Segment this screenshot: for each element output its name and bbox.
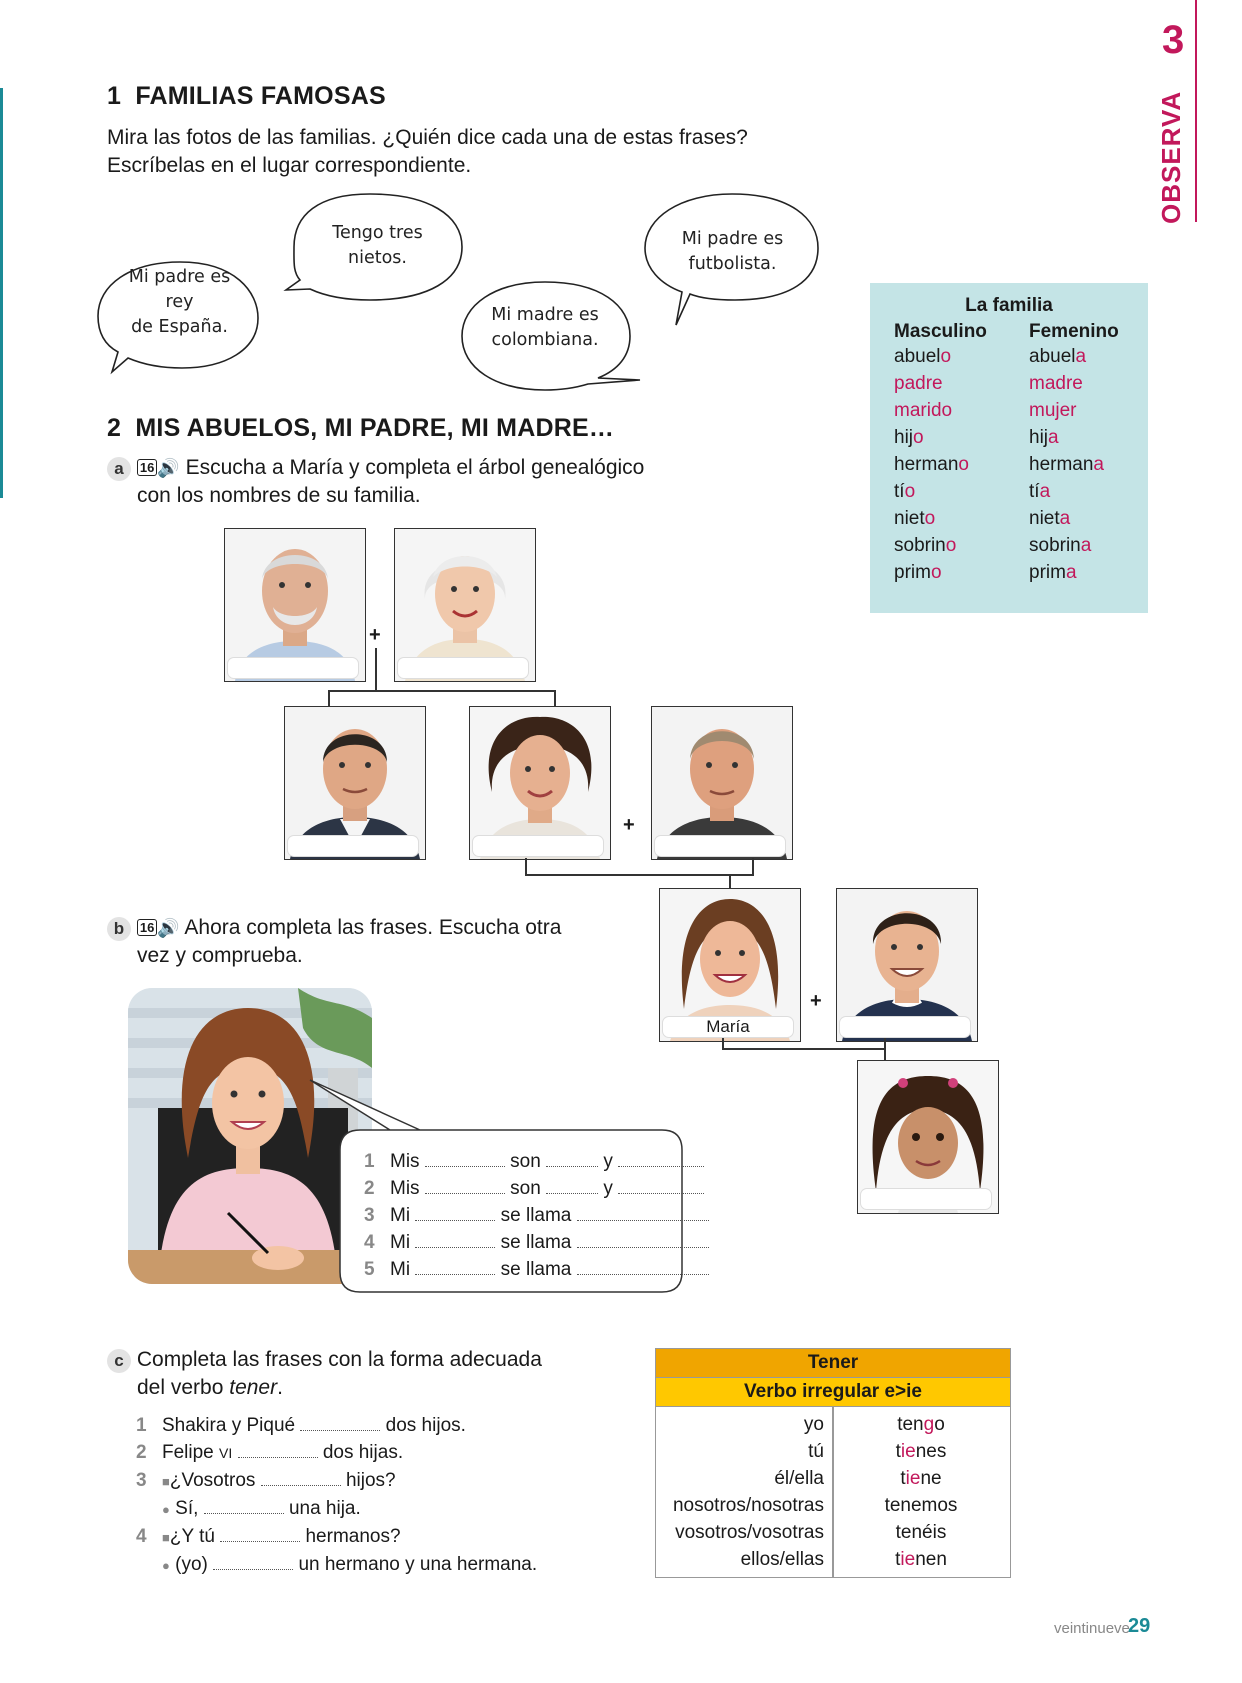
square-bullet-icon: ■ — [162, 1530, 170, 1545]
blank[interactable] — [415, 1204, 495, 1221]
pronoun: nosotros/nosotras — [672, 1495, 824, 1516]
plus-maria: + — [810, 990, 822, 1012]
audio-track-icon[interactable]: 16 — [137, 919, 157, 936]
sentence-4: 4 Mi se llama — [364, 1229, 734, 1256]
observa-label: OBSERVA — [1156, 90, 1186, 224]
tree-line — [722, 1048, 886, 1050]
familia-box — [870, 283, 1148, 613]
c-item-1: 1 Shakira y Piqué dos hijos. — [136, 1415, 466, 1436]
section2-heading: 2 MIS ABUELOS, MI PADRE, MI MADRE… — [107, 414, 615, 442]
c-item-4b: ● (yo) un hermano y una hermana. — [162, 1554, 538, 1575]
name-field-maria[interactable]: María — [663, 1017, 793, 1037]
tree-line — [328, 690, 556, 692]
exercise-b-badge: b — [107, 917, 131, 941]
masculine-word: sobrino — [894, 535, 957, 556]
familia-row — [894, 370, 1148, 397]
name-field-grandfather[interactable] — [228, 658, 358, 678]
verb-form: tenemos — [884, 1495, 958, 1516]
exercise-c-badge: c — [107, 1349, 131, 1373]
familia-row — [894, 478, 1148, 505]
tree-line — [884, 1038, 886, 1062]
sentence-3: 3 Mi se llama — [364, 1202, 734, 1229]
feminine-word: prima — [1029, 562, 1077, 583]
name-field-daughter[interactable] — [861, 1189, 991, 1209]
square-bullet-icon: ■ — [162, 1474, 170, 1489]
footer-word: veintinueve — [1054, 1620, 1130, 1637]
feminine-word: hermana — [1029, 454, 1104, 475]
familia-row — [894, 559, 1148, 586]
verb-form: tienes — [895, 1441, 947, 1462]
section-c-instruction: c Completa las frases con la forma adecuada del verbo tener. — [107, 1346, 627, 1402]
blank[interactable] — [546, 1177, 598, 1194]
name-field-father[interactable] — [655, 836, 785, 856]
blank[interactable] — [577, 1258, 709, 1275]
pronoun: vosotros/vosotras — [675, 1522, 824, 1543]
section2-a-instruction: a 16 🔊 Escucha a María y completa el árbol genealógico con los nombres de su familia. — [107, 454, 687, 510]
verb-form: tenéis — [895, 1522, 947, 1543]
familia-row — [894, 451, 1148, 478]
masculine-word: tío — [894, 481, 916, 502]
tener-title: Tener — [656, 1349, 1010, 1378]
feminine-word: tía — [1029, 481, 1051, 502]
c-item-4: 4 ■¿Y tú hermanos? — [136, 1526, 401, 1547]
tree-line — [375, 648, 377, 690]
tree-line — [525, 874, 754, 876]
feminine-word: abuela — [1029, 346, 1087, 367]
familia-row — [894, 424, 1148, 451]
plus-grandparents: + — [369, 624, 381, 646]
sentence-5: 5 Mi se llama — [364, 1256, 734, 1283]
blank[interactable] — [415, 1258, 495, 1275]
familia-title: La familia — [965, 295, 1053, 316]
bubble-2-text: Tengo tres nietos. — [332, 223, 423, 268]
sentence-2: 2 Mis son y — [364, 1175, 734, 1202]
c-item-3b: ● Sí, una hija. — [162, 1498, 361, 1519]
audio-track-icon[interactable]: 16 — [137, 459, 157, 476]
blank[interactable] — [618, 1177, 704, 1194]
blank[interactable] — [415, 1231, 495, 1248]
familia-row — [894, 397, 1148, 424]
masculine-word: nieto — [894, 508, 936, 529]
feminine-word: nieta — [1029, 508, 1071, 529]
blank[interactable] — [577, 1204, 709, 1221]
tener-divider — [832, 1407, 834, 1577]
familia-row — [894, 532, 1148, 559]
verb-form: tengo — [897, 1414, 945, 1435]
blank[interactable] — [425, 1150, 505, 1167]
c-item-3: 3 ■¿Vosotros hijos? — [136, 1470, 396, 1491]
blank[interactable] — [204, 1497, 284, 1514]
tener-subtitle: Verbo irregular e>ie — [656, 1378, 1010, 1407]
masculine-word: padre — [894, 373, 943, 394]
c-item-2: 2 Felipe VI dos hijas. — [136, 1442, 404, 1463]
name-field-husband[interactable] — [840, 1017, 970, 1037]
feminine-word: mujer — [1029, 400, 1077, 421]
name-field-grandmother[interactable] — [398, 658, 528, 678]
tener-rows — [656, 1407, 1010, 1577]
familia-headers: Masculino Femenino — [894, 321, 1119, 342]
masculine-word: hijo — [894, 427, 924, 448]
bubble-4-text: Mi padre es futbolista. — [681, 229, 784, 274]
blank[interactable] — [618, 1150, 704, 1167]
pronoun: ellos/ellas — [740, 1549, 824, 1570]
circle-bullet-icon: ● — [162, 1502, 170, 1517]
familia-rows — [870, 343, 1148, 586]
feminine-word: sobrina — [1029, 535, 1092, 556]
tener-table — [655, 1348, 1011, 1578]
blank[interactable] — [425, 1177, 505, 1194]
circle-bullet-icon: ● — [162, 1558, 170, 1573]
plus-parents: + — [623, 814, 635, 836]
masculine-word: marido — [894, 400, 953, 421]
feminine-word: madre — [1029, 373, 1083, 394]
pronoun: él/ella — [774, 1468, 824, 1489]
blank[interactable] — [213, 1553, 293, 1570]
chapter-number: 3 — [1162, 18, 1185, 62]
masculine-word: abuelo — [894, 346, 952, 367]
pronoun: yo — [803, 1414, 824, 1435]
verb-form: tiene — [900, 1468, 942, 1489]
section2-b-instruction: b 16 🔊 Ahora completa las frases. Escucha otra vez y comprueba. — [107, 914, 607, 970]
blank[interactable] — [546, 1150, 598, 1167]
section1-instruction: Mira las fotos de las familias. ¿Quién dice cada una de estas frases? Escríbelas en el lugar correspondiente. — [107, 126, 748, 177]
blank[interactable] — [261, 1469, 341, 1486]
bubble-3-text: Mi madre es colombiana. — [491, 305, 599, 350]
name-field-uncle[interactable] — [288, 836, 418, 856]
exercise-a-badge: a — [107, 457, 131, 481]
familia-row — [894, 505, 1148, 532]
verb-form: tienen — [895, 1549, 947, 1570]
feminine-word: hija — [1029, 427, 1059, 448]
blank[interactable] — [300, 1414, 380, 1431]
pronoun: tú — [808, 1441, 824, 1462]
masculine-word: primo — [894, 562, 942, 583]
blank[interactable] — [238, 1441, 318, 1458]
blank[interactable] — [577, 1231, 709, 1248]
footer-page-number: 29 — [1128, 1615, 1151, 1637]
section1-heading: 1 FAMILIAS FAMOSAS — [107, 82, 386, 110]
blank[interactable] — [220, 1525, 300, 1542]
sentence-1: 1 Mis son y — [364, 1148, 734, 1175]
familia-row — [894, 343, 1148, 370]
sentence-list — [364, 1148, 734, 1283]
section-c-items — [136, 1412, 636, 1579]
masculine-word: hermano — [894, 454, 969, 475]
observa-divider — [1195, 0, 1197, 222]
bubble-1-text: Mi padre es rey de España. — [128, 267, 231, 337]
name-field-mother[interactable] — [473, 836, 603, 856]
